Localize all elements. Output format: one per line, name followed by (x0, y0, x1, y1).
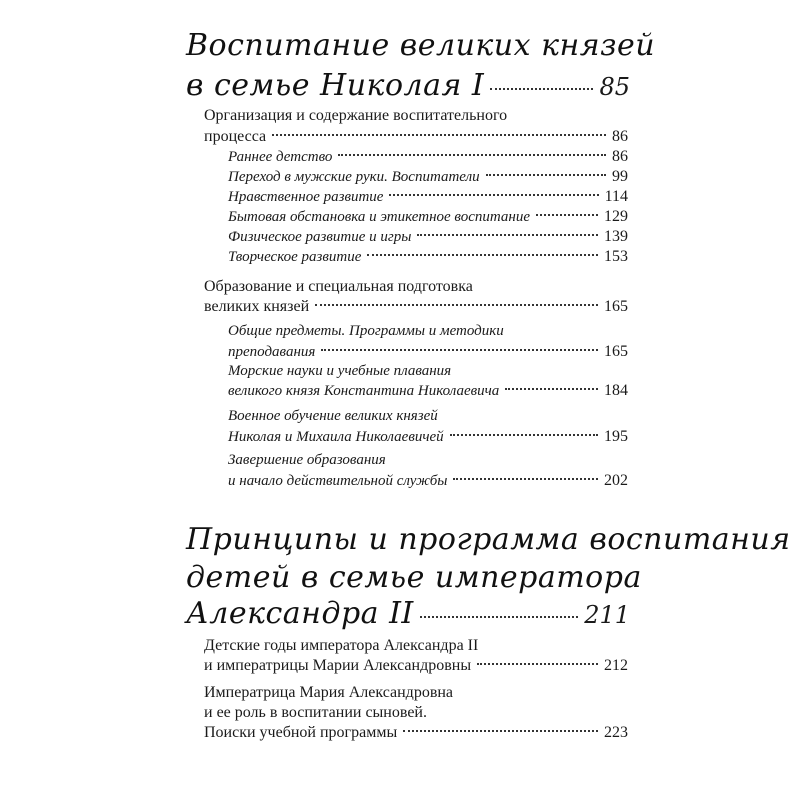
subsection-title: Переход в мужские руки. Воспитатели (228, 169, 480, 185)
subsection-page: 184 (604, 382, 628, 399)
subsection-entry[interactable] (228, 208, 628, 226)
dot-leader (367, 254, 598, 256)
section-2-2-entry[interactable] (204, 724, 628, 742)
subsection-title-line-1: Морские науки и учебные плавания (228, 363, 452, 379)
section-1-1-title-line-1: Организация и содержание воспитательного (204, 107, 508, 124)
subsection-title-line-1: Завершение образования (228, 452, 386, 468)
dot-leader (505, 388, 598, 390)
chapter-1-title-line-2: в семье Николая I (186, 68, 485, 103)
chapter-2-title-line-1: Принципы и программа воспитания (186, 522, 791, 557)
subsection-entry[interactable] (228, 343, 628, 361)
dot-leader (272, 134, 606, 136)
subsection-title-line-2: Николая и Михаила Николаевичей (228, 429, 444, 445)
subsection-entry[interactable] (228, 428, 628, 446)
dot-leader (450, 434, 598, 436)
subsection-entry[interactable] (228, 472, 628, 490)
chapter-2-title-line-2: детей в семье императора (186, 560, 642, 595)
dot-leader (403, 730, 598, 732)
dot-leader (338, 154, 606, 156)
section-2-1-entry[interactable] (204, 657, 628, 675)
subsection-page: 202 (604, 472, 628, 489)
subsection-page: 114 (604, 188, 628, 205)
section-1-1-entry[interactable] (204, 128, 628, 146)
section-2-2-title-line-3: Поиски учебной программы (204, 724, 398, 741)
section-1-1-page: 86 (612, 128, 628, 145)
section-1-2-entry[interactable] (204, 298, 628, 316)
subsection-title-line-2: великого князя Константина Николаевича (228, 383, 500, 399)
subsection-page: 165 (604, 343, 628, 360)
subsection-entry[interactable] (228, 148, 628, 166)
dot-leader (420, 616, 578, 618)
section-2-2-page: 223 (604, 724, 628, 741)
subsection-title: Физическое развитие и игры (228, 229, 412, 245)
subsection-entry[interactable] (228, 228, 628, 246)
subsection-page: 99 (612, 168, 628, 185)
subsection-page: 195 (604, 428, 628, 445)
subsection-page: 129 (604, 208, 628, 225)
subsection-title: Творческое развитие (228, 249, 362, 265)
subsection-title: Бытовая обстановка и этикетное воспитание (228, 209, 531, 225)
chapter-2-page: 211 (584, 601, 630, 629)
subsection-title-line-1: Военное обучение великих князей (228, 408, 438, 424)
subsection-page: 139 (604, 228, 628, 245)
subsection-page: 86 (612, 148, 628, 165)
subsection-entry[interactable] (228, 248, 628, 266)
dot-leader (417, 234, 598, 236)
dot-leader (321, 349, 598, 351)
section-1-2-page: 165 (604, 298, 628, 315)
subsection-entry[interactable] (228, 168, 628, 186)
dot-leader (490, 88, 593, 90)
chapter-2-title-line-3: Александра II (186, 596, 414, 631)
dot-leader (486, 174, 606, 176)
subsection-entry[interactable] (228, 382, 628, 400)
section-2-1-title-line-1: Детские годы императора Александра II (204, 637, 479, 654)
section-2-1-title-line-2: и императрицы Марии Александровны (204, 657, 472, 674)
section-2-2-title-line-1: Императрица Мария Александровна (204, 684, 454, 701)
chapter-1-page: 85 (599, 73, 630, 101)
section-1-1-title-line-2: процесса (204, 128, 267, 145)
subsection-title: Нравственное развитие (228, 189, 384, 205)
chapter-1-title-line-1: Воспитание великих князей (186, 28, 656, 63)
subsection-title-line-1: Общие предметы. Программы и методики (228, 323, 504, 339)
section-1-2-title-line-2: великих князей (204, 298, 310, 315)
subsection-page: 153 (604, 248, 628, 265)
dot-leader (389, 194, 598, 196)
subsection-title-line-2: преподавания (228, 344, 316, 360)
dot-leader (536, 214, 598, 216)
chapter-1-entry[interactable] (186, 68, 630, 103)
subsection-entry[interactable] (228, 188, 628, 206)
subsection-title-line-2: и начало действительной службы (228, 473, 448, 489)
section-2-2-title-line-2: и ее роль в воспитании сыновей. (204, 704, 427, 721)
chapter-2-entry[interactable] (186, 596, 630, 631)
dot-leader (453, 478, 598, 480)
section-2-1-page: 212 (604, 657, 628, 674)
dot-leader (315, 304, 598, 306)
section-1-2-title-line-1: Образование и специальная подготовка (204, 278, 473, 295)
subsection-title: Раннее детство (228, 149, 333, 165)
dot-leader (477, 663, 598, 665)
